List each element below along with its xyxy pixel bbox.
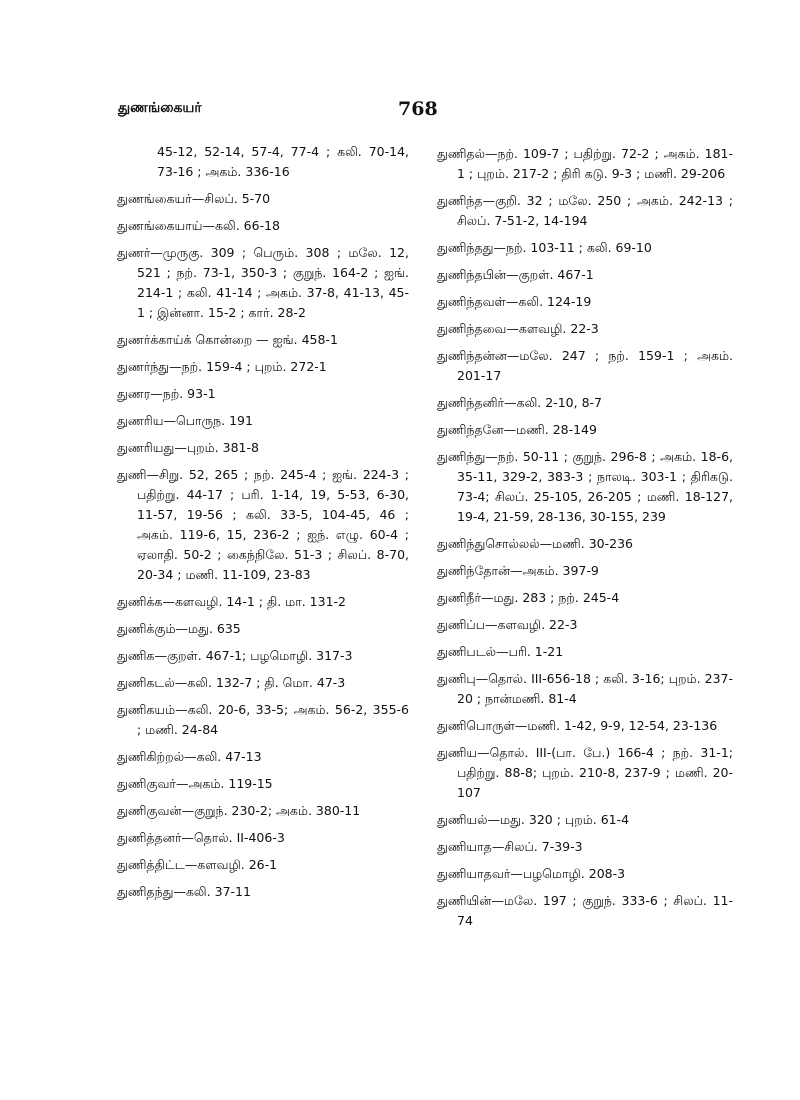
entry-references: —மணி. 1-42, 9-9, 12-54, 23-136 [514,718,718,733]
entry-references: —நற். 109-7 ; பதிற்று. 72-2 ; அகம். 181-1 ; புறம். 217-2 ; திரி கடு. 9-3 ; மணி. 29-206 [457,146,733,181]
index-entry [117,357,409,377]
entry-references: —கலி. 132-7 ; தி. மொ. 47-3 [174,675,346,690]
index-entry [437,561,733,581]
entry-headword: துணிந்தனே [437,422,504,437]
index-entry [117,747,409,767]
entry-headword: துணர [117,386,151,401]
entry-references: —நற். 93-1 [150,386,216,401]
entry-references: —குறி. 32 ; மலே. 250 ; அகம். 242-13 ; சிலப். 7-51-2, 14-194 [457,193,733,228]
entry-references: —களவழி. 22-3 [506,321,599,336]
entry-headword: துணிகயம் [117,702,176,717]
index-entry [437,238,733,258]
page-number: 768 [398,98,438,120]
entry-references: —கலி. 66-18 [202,218,280,233]
entry-headword: துணிபு [437,671,476,686]
entry-headword: துணிந்தன்ன [437,348,507,363]
index-entry [117,646,409,666]
entry-headword: துணிந்தபின் [437,267,507,282]
index-entry [437,615,733,635]
entry-headword: துணர் [117,245,151,260]
entry-references: —கலி. 124-19 [505,294,592,309]
index-entry [437,346,733,386]
entry-references: —மலே. 197 ; குறுந். 333-6 ; சிலப். 11-74 [457,893,733,928]
index-entry [117,243,409,323]
entry-headword: துணிநீர் [437,590,481,605]
index-entry [437,743,733,803]
entry-references: —குறள். 467-1; பழமொழி. 317-3 [154,648,353,663]
index-entry [117,619,409,639]
entry-references: —புறம். 381-8 [174,440,259,455]
entry-headword: துணிய [437,745,478,760]
entry-references: —மணி. 30-236 [539,536,633,551]
entry-references: —சிலப். 5-70 [191,191,271,206]
index-entry [117,142,409,182]
index-entry [117,882,409,902]
entry-headword: துணிந்தோன் [437,563,511,578]
entry-references: —குறுந். 230-2; அகம். 380-11 [181,803,361,818]
index-entry [437,891,733,931]
entry-references: —தொல். III-(பா. பே.) 166-4 ; நற். 31-1; பதிற்று. 88-8; புறம். 210-8, 237-9 ; மணி. 20-107 [457,745,733,800]
entry-headword: துணிதல் [437,146,485,161]
index-entry [437,642,733,662]
entry-headword: துணிந்தவை [437,321,507,336]
index-entry [437,837,733,857]
entry-references: —களவழி. 22-3 [485,617,578,632]
entry-headword: துணியல் [437,812,488,827]
entry-references: —களவழி. 14-1 ; தி. மா. 131-2 [162,594,347,609]
entry-references: —கலி. 2-10, 8-7 [504,395,602,410]
entry-references: — ஐங். 458-1 [252,332,338,347]
entry-headword: துணியாத [437,839,492,854]
entry-references: —நற். 159-4 ; புறம். 272-1 [169,359,327,374]
index-entry [117,828,409,848]
entry-references: —அகம். 397-9 [510,563,599,578]
entry-references: —சிறு. 52, 265 ; நற். 245-4 ; ஐங். 224-3 ; பதிற்று. 44-17 ; பரி. 1-14, 19, 5-53, 6-30, 11-57, 19-56 ; கலி. 33-5, 104-45, 46 ; அகம். 119-6, 15, 236-2 ; ஐந். எழு. 60-4 ; ஏலாதி. 50-2 ; கைந்நிலே. 51-3 ; சிலப். 8-70, 20-34 ; மணி. 11-109, 23-83 [137,467,409,582]
index-entry [117,384,409,404]
entry-headword: துணிந்தவள் [437,294,506,309]
index-entry [437,393,733,413]
entry-references: —தொல். II-406-3 [181,830,285,845]
entry-references: —நற். 103-11 ; கலி. 69-10 [493,240,652,255]
entry-headword: துணிந்து [437,449,486,464]
entry-references: —மது. 320 ; புறம். 61-4 [487,812,630,827]
left-column [117,142,409,909]
index-entry [437,864,733,884]
index-entry [117,592,409,612]
entry-references: —நற். 50-11 ; குறுந். 296-8 ; அகம். 18-6, 35-11, 329-2, 383-3 ; நாலடி. 303-1 ; திரிகடு. 73-4; சிலப். 25-105, 26-205 ; மணி. 18-127, 19-4, 21-59, 28-136, 30-155, 239 [457,449,733,524]
entry-headword: துணிக [117,648,155,663]
entry-references: —களவழி. 26-1 [184,857,278,872]
index-entry [437,191,733,231]
index-entry [117,438,409,458]
index-entry [117,700,409,740]
entry-headword: துணர்க்காய்க் கொன்றை [117,332,253,347]
index-entry [117,774,409,794]
index-entry [117,855,409,875]
entry-references: —மலே. 247 ; நற். 159-1 ; அகம். 201-17 [457,348,733,383]
entry-headword: துணியின் [437,893,492,908]
index-entry [437,420,733,440]
entry-references: —பழமொழி. 208-3 [510,866,626,881]
entry-references: —கலி. 37-11 [173,884,251,899]
entry-headword: துணிந்த [437,193,483,208]
entry-references: —சிலப். 7-39-3 [491,839,583,854]
entry-references: —பொருந. 191 [163,413,253,428]
entry-references: —அகம். 119-15 [175,776,273,791]
entry-references: —பரி. 1-21 [496,644,564,659]
index-entry [437,534,733,554]
entry-headword: துணிக்கும் [117,621,176,636]
index-entry [117,189,409,209]
index-entry [437,319,733,339]
index-entry [437,669,733,709]
entry-headword: துணிதந்து [117,884,174,899]
entry-references: —கலி. 47-13 [184,749,262,764]
entry-headword: துணிபடல் [437,644,497,659]
entry-headword: துணிந்தனிர் [437,395,505,410]
entry-references: —கலி. 20-6, 33-5; அகம். 56-2, 355-6 ; மணி. 24-84 [137,702,409,737]
entry-headword: துணிந்தது [437,240,494,255]
index-entry [117,330,409,350]
entry-references: —முருகு. 309 ; பெரும். 308 ; மலே. 12, 521 ; நற். 73-1, 350-3 ; குறுந். 164-2 ; ஐங். 214-1 ; கலி. 41-14 ; அகம். 37-8, 41-13, 45-1 ; இன்னா. 15-2 ; கார். 28-2 [137,245,409,320]
entry-references: —மது. 283 ; நற். 245-4 [480,590,620,605]
entry-headword: துணித்தனர் [117,830,182,845]
entry-headword: துணிகடல் [117,675,175,690]
entry-headword: துணித்திட்ட [117,857,185,872]
entry-headword: துணர்ந்து [117,359,170,374]
entry-headword: துணரிய [117,413,164,428]
entry-headword: துணிகுவர் [117,776,176,791]
entry-headword: துணிகிற்றல் [117,749,185,764]
entry-references: 45-12, 52-14, 57-4, 77-4 ; கலி. 70-14, 73-16 ; அகம். 336-16 [157,144,409,179]
entry-headword: துணங்கையாய் [117,218,203,233]
right-column [437,144,733,938]
index-entry [437,716,733,736]
entry-references: —தொல். III-656-18 ; கலி. 3-16; புறம். 237-20 ; நான்மணி. 81-4 [457,671,733,706]
entry-headword: துணிக்க [117,594,163,609]
entry-headword: துணரியது [117,440,175,455]
entry-headword: துணிகுவன் [117,803,182,818]
index-entry [117,216,409,236]
index-entry [437,447,733,527]
index-entry [437,588,733,608]
entry-headword: துணி [117,467,147,482]
index-entry [437,265,733,285]
entry-headword: துணியாதவர் [437,866,511,881]
running-header-word: துணங்கையர் [118,100,202,116]
index-entry [117,801,409,821]
index-entry [117,411,409,431]
index-entry [437,810,733,830]
entry-headword: துணங்கையர் [117,191,192,206]
entry-references: —மது. 635 [175,621,241,636]
entry-references: —குறள். 467-1 [506,267,594,282]
index-entry [437,144,733,184]
entry-references: —மணி. 28-149 [503,422,597,437]
index-entry [117,465,409,585]
entry-headword: துணிபொருள் [437,718,515,733]
index-entry [437,292,733,312]
entry-headword: துணிந்துசொல்லல் [437,536,540,551]
index-entry [117,673,409,693]
entry-headword: துணிப்ப [437,617,486,632]
